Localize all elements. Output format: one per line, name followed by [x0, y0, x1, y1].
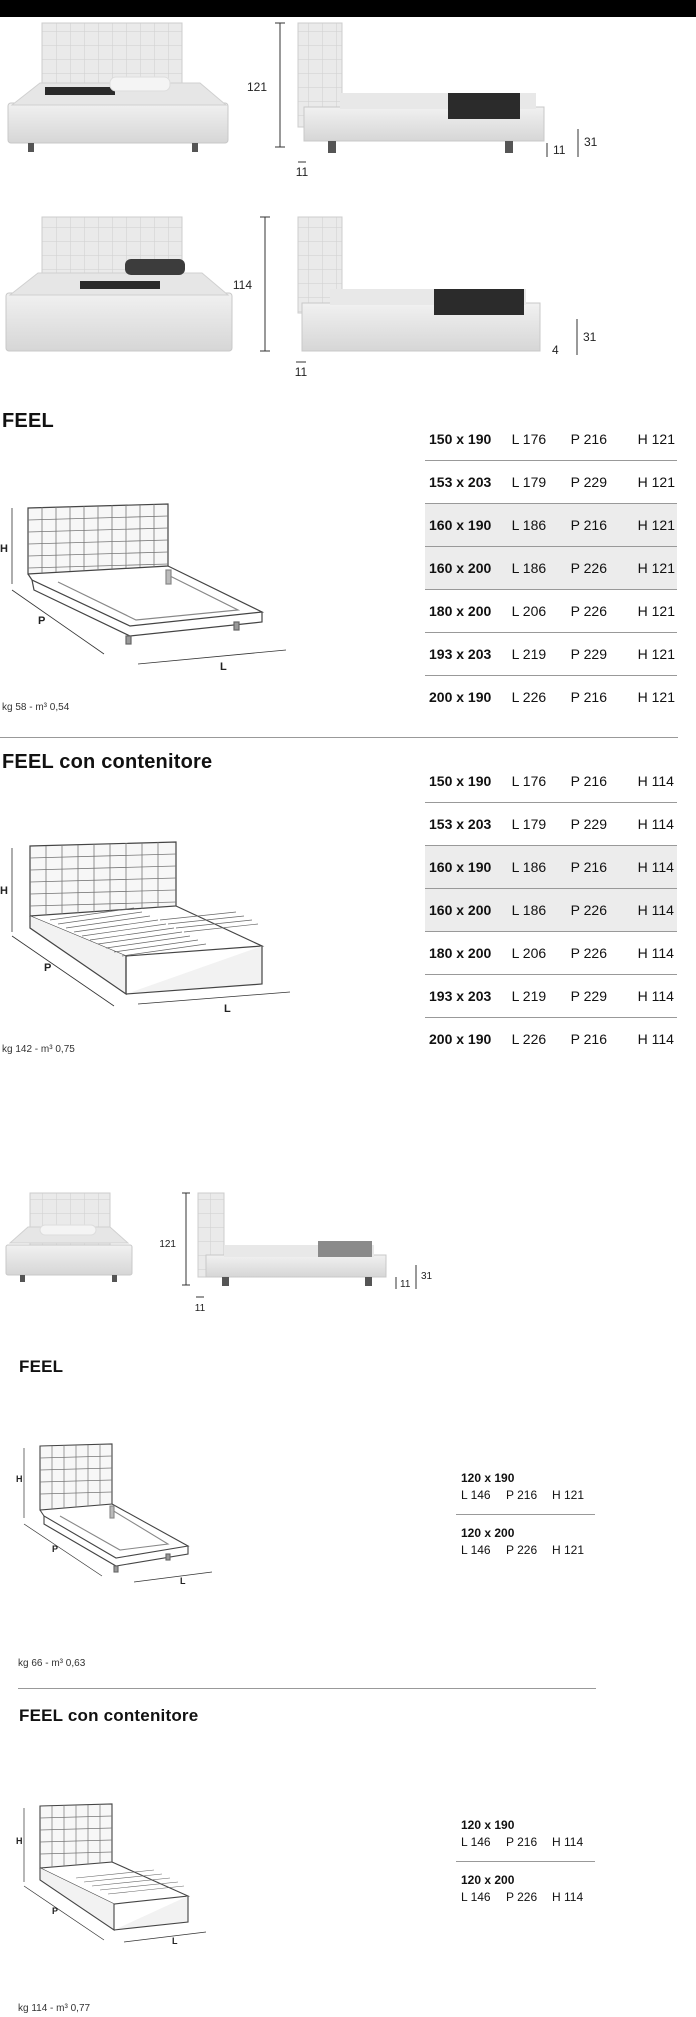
single-feel-axis-p: P [52, 1544, 59, 1554]
bed-photo-front-b [6, 217, 232, 351]
section-divider [18, 1688, 596, 1689]
photo-a-headboard-label: 11 [295, 165, 309, 179]
table-row: 193 x 203 L 219 P 229 H 121 [425, 633, 677, 676]
bed-photo-front-a [8, 23, 228, 152]
double-bed-photos [0, 17, 696, 387]
single-bed-photo-side [198, 1193, 386, 1286]
single-bed-photo-front [6, 1193, 132, 1282]
single-feel-storage-bed-drawing [14, 1800, 224, 1950]
feel-storage-weight: kg 142 - m³ 0,75 [2, 1044, 75, 1055]
list-divider [456, 1514, 595, 1515]
single-photo-headboard-label: 11 [194, 1303, 206, 1314]
photo-a-frame-label: 31 [584, 135, 598, 149]
list-item: 120 x 200 L 146 P 226 H 114 [461, 1873, 584, 1904]
photo-a-leg-label: 11 [553, 143, 566, 157]
single-feel-axis-l: L [180, 1576, 186, 1586]
single-feel-storage-axis-h: H [16, 1836, 23, 1846]
list-divider [456, 1861, 595, 1862]
photo-b-base-label: 4 [552, 343, 559, 357]
feel-axis-l: L [220, 661, 227, 673]
photo-b-height-label: 114 [232, 278, 252, 292]
single-feel-bed-drawing [14, 1440, 224, 1590]
single-bed-photos [0, 1185, 460, 1325]
table-row: 160 x 190 L 186 P 216 H 121 [425, 504, 677, 547]
table-row: 200 x 190 L 226 P 216 H 114 [429, 1031, 674, 1047]
feel-storage-size-table [425, 760, 677, 1060]
table-row: 153 x 203 L 179 P 229 H 114 [425, 803, 677, 846]
single-feel-storage-axis-l: L [172, 1936, 178, 1946]
table-row: 160 x 200 L 186 P 226 H 114 [425, 889, 677, 932]
section-divider [0, 737, 678, 738]
table-row: 193 x 203 L 219 P 229 H 114 [425, 975, 677, 1018]
feel-weight: kg 58 - m³ 0,54 [2, 702, 70, 713]
single-feel-storage-weight: kg 114 - m³ 0,77 [18, 2003, 91, 2014]
feel-size-table [425, 418, 677, 718]
single-photo-leg-label: 11 [400, 1279, 411, 1290]
feel-bed-drawing [0, 496, 300, 676]
photo-b-frame-label: 31 [583, 330, 597, 344]
list-item: 120 x 190 L 146 P 216 H 121 [461, 1471, 585, 1502]
single-feel-weight: kg 66 - m³ 0,63 [18, 1658, 86, 1669]
feel-storage-axis-h: H [0, 885, 8, 897]
photo-a-height-label: 121 [246, 80, 267, 94]
single-photo-height-label: 121 [159, 1239, 176, 1250]
single-feel-storage-title: FEEL con contenitore [19, 1706, 199, 1725]
feel-storage-bed-drawing [0, 836, 300, 1016]
feel-axis-h: H [0, 543, 8, 555]
feel-storage-title: FEEL con contenitore [2, 751, 213, 773]
table-row: 153 x 203 L 179 P 229 H 121 [425, 461, 677, 504]
table-row: 180 x 200 L 206 P 226 H 121 [425, 590, 677, 633]
table-row: 200 x 190 L 226 P 216 H 121 [429, 689, 675, 705]
bed-photo-side-b [298, 217, 540, 351]
list-item: 120 x 200 L 146 P 226 H 121 [461, 1526, 585, 1557]
single-feel-title: FEEL [19, 1357, 64, 1376]
table-row: 160 x 190 L 186 P 216 H 114 [425, 846, 677, 889]
feel-storage-axis-p: P [44, 962, 52, 974]
single-feel-storage-axis-p: P [52, 1906, 59, 1916]
list-item: 120 x 190 L 146 P 216 H 114 [461, 1818, 584, 1849]
bed-photo-side-a [298, 23, 544, 153]
table-row: 160 x 200 L 186 P 226 H 121 [425, 547, 677, 590]
table-row: 180 x 200 L 206 P 226 H 114 [425, 932, 677, 975]
feel-title: FEEL [2, 410, 54, 432]
table-row: 150 x 190 L 176 P 216 H 114 [425, 760, 677, 803]
top-black-bar [0, 0, 696, 17]
single-photo-frame-label: 31 [421, 1271, 433, 1282]
photo-b-headboard-label: 11 [294, 365, 308, 379]
feel-axis-p: P [38, 615, 46, 627]
single-feel-axis-h: H [16, 1474, 23, 1484]
table-row: 150 x 190 L 176 P 216 H 121 [425, 418, 677, 461]
feel-storage-axis-l: L [224, 1003, 231, 1015]
